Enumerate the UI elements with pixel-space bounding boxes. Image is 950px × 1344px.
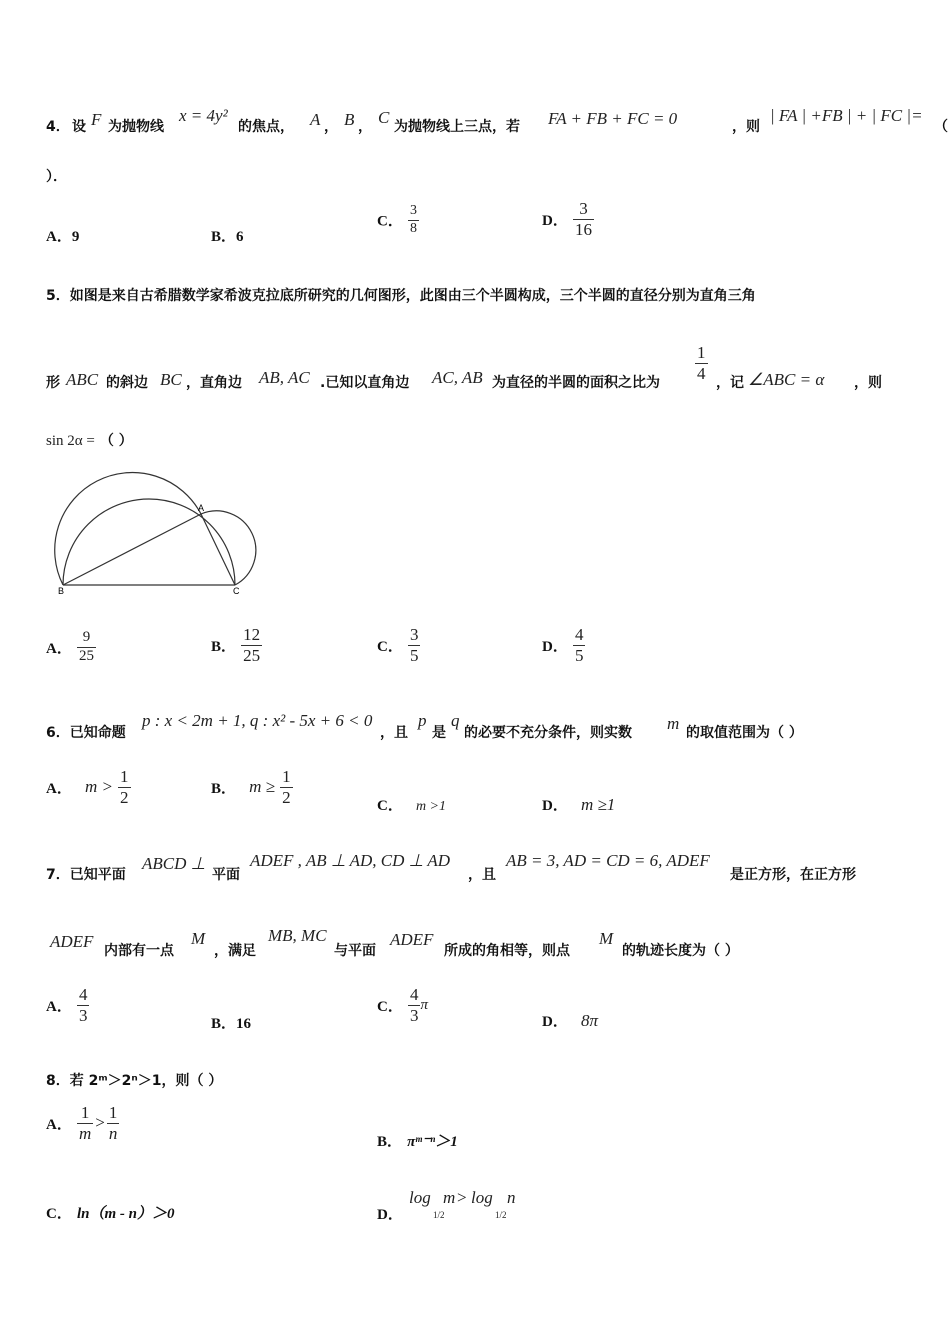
q5-option-d: D． $\frac{4}{5}$ xyxy=(542,625,584,665)
q8-option-b: B． πᵐ⁻ⁿ＞1 xyxy=(377,1134,458,1150)
q7-option-b: B．16 xyxy=(211,1016,252,1032)
q5-line-1: 5．如图是来自古希腊数学家希波克拉底所研究的几何图形，此图由三个半圆构成，三个半圆的直径分别为直角三角 xyxy=(46,288,756,304)
q4-number: 4． xyxy=(46,119,70,135)
label-c: C xyxy=(233,586,240,596)
fraction: $\frac{3}{5}$ xyxy=(409,625,419,665)
q4-option-d: D． $\frac{3}{16}$ xyxy=(542,199,592,239)
fraction: $\frac{12}{25}$ xyxy=(243,625,261,665)
q5-option-c: C． $\frac{3}{5}$ xyxy=(377,625,419,665)
fraction: $\frac{4}{3}$ xyxy=(409,985,419,1025)
fraction: $\frac{4}{5}$ xyxy=(574,625,584,665)
q5-area-ratio: $\frac{1}{4}$ xyxy=(697,343,706,383)
fraction: $\frac{4}{3}$ xyxy=(78,985,88,1025)
q7-option-a: A． $\frac{4}{3}$ xyxy=(46,985,88,1025)
fraction: $\frac{1}{m}$ xyxy=(78,1103,92,1143)
segment-ac xyxy=(201,514,235,585)
question-6: 6．已知命题 p : x < 2m + 1, q : x² - 5x + 6 < 0 ，且 p 是 q 的必要不充分条件，则实数 m 的取值范围为（ ） xyxy=(46,711,803,741)
q6-propositions: p : x < 2m + 1, q : x² - 5x + 6 < 0 xyxy=(142,711,373,730)
semicircle-ac xyxy=(201,511,256,585)
q8-stem: 8．若 2ᵐ＞2ⁿ＞1，则（ ） xyxy=(46,1073,223,1089)
fraction: $\frac{1}{n}$ xyxy=(108,1103,118,1143)
hippocrates-figure xyxy=(52,470,264,600)
q4-parabola-eq: x = 4y² xyxy=(179,106,228,125)
q8-option-a: A． $\frac{1}{m}$ > $\frac{1}{n}$ xyxy=(46,1103,118,1143)
q4-option-b: B．6 xyxy=(211,229,244,245)
q5-option-a: A． $\frac{9}{25}$ xyxy=(46,629,94,664)
segment-ab xyxy=(63,514,201,585)
label-b: B xyxy=(58,586,65,596)
q6-option-c: C． m >1 xyxy=(377,798,446,814)
q4-vector-sum: FA + FB + FC = 0 xyxy=(548,109,678,128)
fraction: $\frac{1}{2}$ xyxy=(282,767,291,807)
q4-option-c: C． $\frac{3}{8}$ xyxy=(377,203,417,236)
fraction: $\frac{3}{16}$ xyxy=(574,199,592,239)
q8-option-c: C． ln（m - n）＞0 xyxy=(46,1206,175,1222)
q7-option-d: D． 8π xyxy=(542,1011,598,1030)
q5-line-2: 形 ABC 的斜边 BC ，直角边 AB, AC .已知以直角边 AC, AB 为直径的半圆的面积之比为 $\frac{1}{4}$ ，记 ∠ABC = α ，则 xyxy=(46,343,882,391)
label-a: A xyxy=(198,503,205,513)
q4-magnitude-sum: | FA | +FB | + | FC |= xyxy=(770,106,923,125)
question-7-line-2: ADEF 内部有一点 M ，满足 MB, MC 与平面 ADEF 所成的角相等，则点 M 的轨迹长度为（ ） xyxy=(50,926,739,959)
q4-option-a: A．9 xyxy=(46,229,80,245)
fraction: $\frac{1}{2}$ xyxy=(120,767,129,807)
q4-paren-close: ）． xyxy=(46,169,67,185)
semicircle-ab xyxy=(55,473,201,585)
fraction: $\frac{3}{8}$ xyxy=(409,203,417,236)
q7-option-c: C． $\frac{4}{3}$ π xyxy=(377,985,428,1025)
q5-option-b: B． $\frac{12}{25}$ xyxy=(211,625,261,665)
q5-line-3: sin 2α = （ ） xyxy=(46,433,133,449)
question-7-line-1: 7．已知平面 ABCD ⊥ 平面 ADEF , AB ⊥ AD, CD ⊥ AD ，且 AB = 3, AD = CD = 6, ADEF 是正方形，在正方形 xyxy=(46,851,856,883)
fraction: $\frac{9}{25}$ xyxy=(78,629,94,664)
q6-option-a: A． m > $\frac{1}{2}$ xyxy=(46,767,129,807)
q6-option-b: B． m ≥ $\frac{1}{2}$ xyxy=(211,767,291,807)
q6-option-d: D． m ≥1 xyxy=(542,795,616,814)
